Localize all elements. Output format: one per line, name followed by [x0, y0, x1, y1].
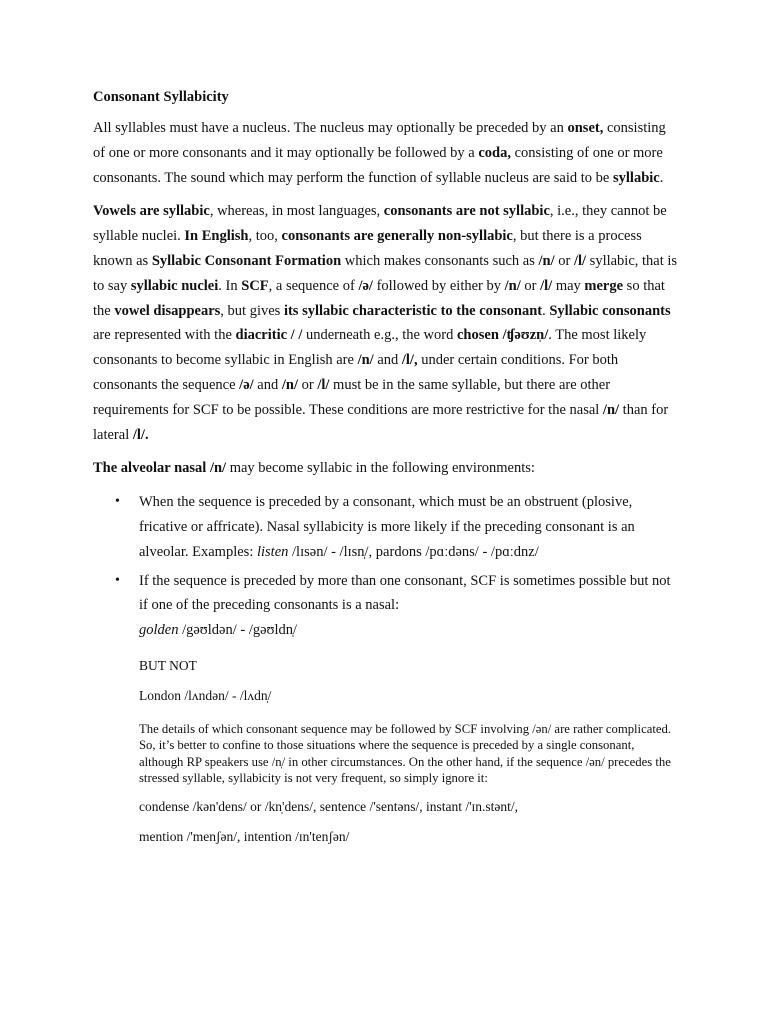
text-run: If the sequence is preceded by more than one consonant, SCF is sometimes possible but not if one of the preceding consonants is a nasal: [139, 572, 671, 614]
bold-text: Syllabic consonants [549, 302, 671, 319]
italic-text: golden [139, 622, 179, 639]
text-run: consisting of one or more consonants. The sound which may perform the function of syllable nucleus are said to be [93, 144, 663, 186]
bold-text: /l/ [573, 252, 587, 269]
bold-text: chosen [456, 327, 499, 344]
bold-text: /l/, [401, 352, 418, 369]
bold-text: /n/ [538, 252, 555, 269]
text-run: consisting of one or more consonants and it may optionally be followed by a [93, 120, 666, 161]
text-run: . In [218, 277, 242, 294]
text-run: and [253, 376, 282, 393]
environment-list [93, 490, 678, 643]
text-run: . [659, 169, 664, 186]
bold-text: diacritic / / [235, 327, 303, 344]
page-title: Consonant Syllabicity [93, 89, 229, 105]
bold-text: /n/ [281, 376, 298, 393]
bold-text: consonants are generally non-syllabic [281, 228, 513, 245]
text-run: , a sequence of [268, 277, 359, 294]
paragraph-alveolar-nasal [93, 456, 678, 481]
list-item [93, 569, 678, 643]
bold-text: /ə/ [239, 376, 254, 393]
text-run: , too, [248, 228, 282, 245]
text-run: All syllables must have a nucleus. The nucleus may optionally be preceded by an [93, 120, 568, 136]
text-run: are represented with the [93, 327, 236, 344]
bold-text: SCF [241, 277, 269, 294]
text-run: must be in the same syllable, but there are other requirements for SCF to be possible. These conditions are more restrictive for the nasal [93, 376, 611, 418]
text-run: or [297, 376, 318, 393]
text-run: may [552, 277, 585, 294]
text-run: When the sequence is preceded by a consonant, which must be an obstruent (plosive, fricative or affricate). Nasal syllabicity is more likely if the preceding consonant is an alveolar. Examples: [139, 494, 635, 560]
examples-line-1: condense /kən'dens/ or /kn̩'dens/, sentence /'sentəns/, instant /'ɪn.stənt/, [139, 798, 519, 814]
list-item-text [139, 490, 678, 564]
example-golden [139, 618, 678, 643]
list-item [93, 490, 678, 564]
text-run: , but gives [220, 302, 284, 319]
bold-text: its syllabic characteristic to the consonant [283, 302, 543, 319]
bold-text: /ə/ [358, 277, 373, 294]
italic-text: listen [256, 543, 289, 560]
text-run: than for lateral [93, 401, 669, 443]
text-run: underneath e.g., the word [302, 327, 457, 344]
bold-text: /n/ [357, 352, 374, 369]
bold-text: vowel disappears [114, 302, 221, 319]
list-item-text [139, 569, 678, 619]
text-run: , i.e., they cannot be syllable nuclei. [93, 203, 667, 245]
bold-text: /l/. [132, 426, 149, 443]
text-run: , whereas, in most languages, [209, 203, 384, 220]
bold-text: Vowels are syllabic [93, 203, 210, 220]
paragraph-nucleus [93, 116, 678, 190]
bold-text: onset, [567, 120, 604, 136]
bullet-icon: • [115, 572, 120, 588]
bold-text: /l/ [540, 277, 553, 294]
text-run: followed by either by [372, 277, 505, 294]
bold-text: coda, [478, 144, 511, 161]
bold-text: syllabic nuclei [130, 277, 219, 294]
text-run: under certain conditions. For both consonants the sequence [93, 352, 619, 393]
text-run: and [373, 352, 402, 369]
text-run: . The most likely consonants to become syllabic in English are [93, 327, 647, 369]
paragraph-syllabic-consonants [93, 199, 678, 447]
note-paragraph: The details of which consonant sequence may be followed by SCF involving /ən/ are rather complicated. So, it’s better to confine to those situations where the sequence is preceded by a single consonant, although RP speakers use /n̩/ in other circumstances. On the other hand, if the sequence /ən/ precedes the stressed syllable, syllabicity is not very frequent, so simply ignore it: [139, 721, 672, 786]
bold-text: In English [184, 228, 249, 245]
text-run: may become syllabic in the following environments: [226, 460, 535, 477]
bold-text: /l/ [317, 376, 330, 393]
bold-text: syllabic [613, 169, 660, 186]
bold-text: merge [584, 277, 624, 294]
bold-text: The alveolar nasal /n/ [93, 460, 227, 477]
text-run: or [554, 252, 574, 269]
text-run: or [520, 277, 541, 294]
text-run: /lɪsən/ - /lɪsn̩/, pardons /pɑːdəns/ - /pɑːdnz/ [288, 543, 539, 560]
bullet-icon: • [115, 494, 120, 510]
text-run: so that the [93, 277, 665, 319]
document-page [93, 82, 678, 848]
text-run: which makes consonants such as [341, 252, 539, 269]
text-run: /gəʊldən/ - /gəʊldn̩/ [178, 622, 298, 639]
text-run: , but there is a process known as [93, 228, 642, 269]
examples-line-2: mention /'menʃən/, intention /ɪn'tenʃən/ [139, 828, 350, 844]
but-not-label: BUT NOT [139, 657, 197, 673]
bold-text: /n/ [504, 277, 521, 294]
bold-text: Syllabic Consonant Formation [151, 252, 342, 269]
text-run: syllabic, that is to say [93, 252, 678, 294]
bold-text: /n/ [602, 401, 620, 418]
bold-text: /ʧəʊzn̩/ [498, 327, 549, 344]
example-london: London /lʌndən/ - /lʌdn̩/ [139, 687, 272, 703]
text-run: . [542, 302, 550, 319]
bold-text: consonants are not syllabic [383, 203, 550, 220]
